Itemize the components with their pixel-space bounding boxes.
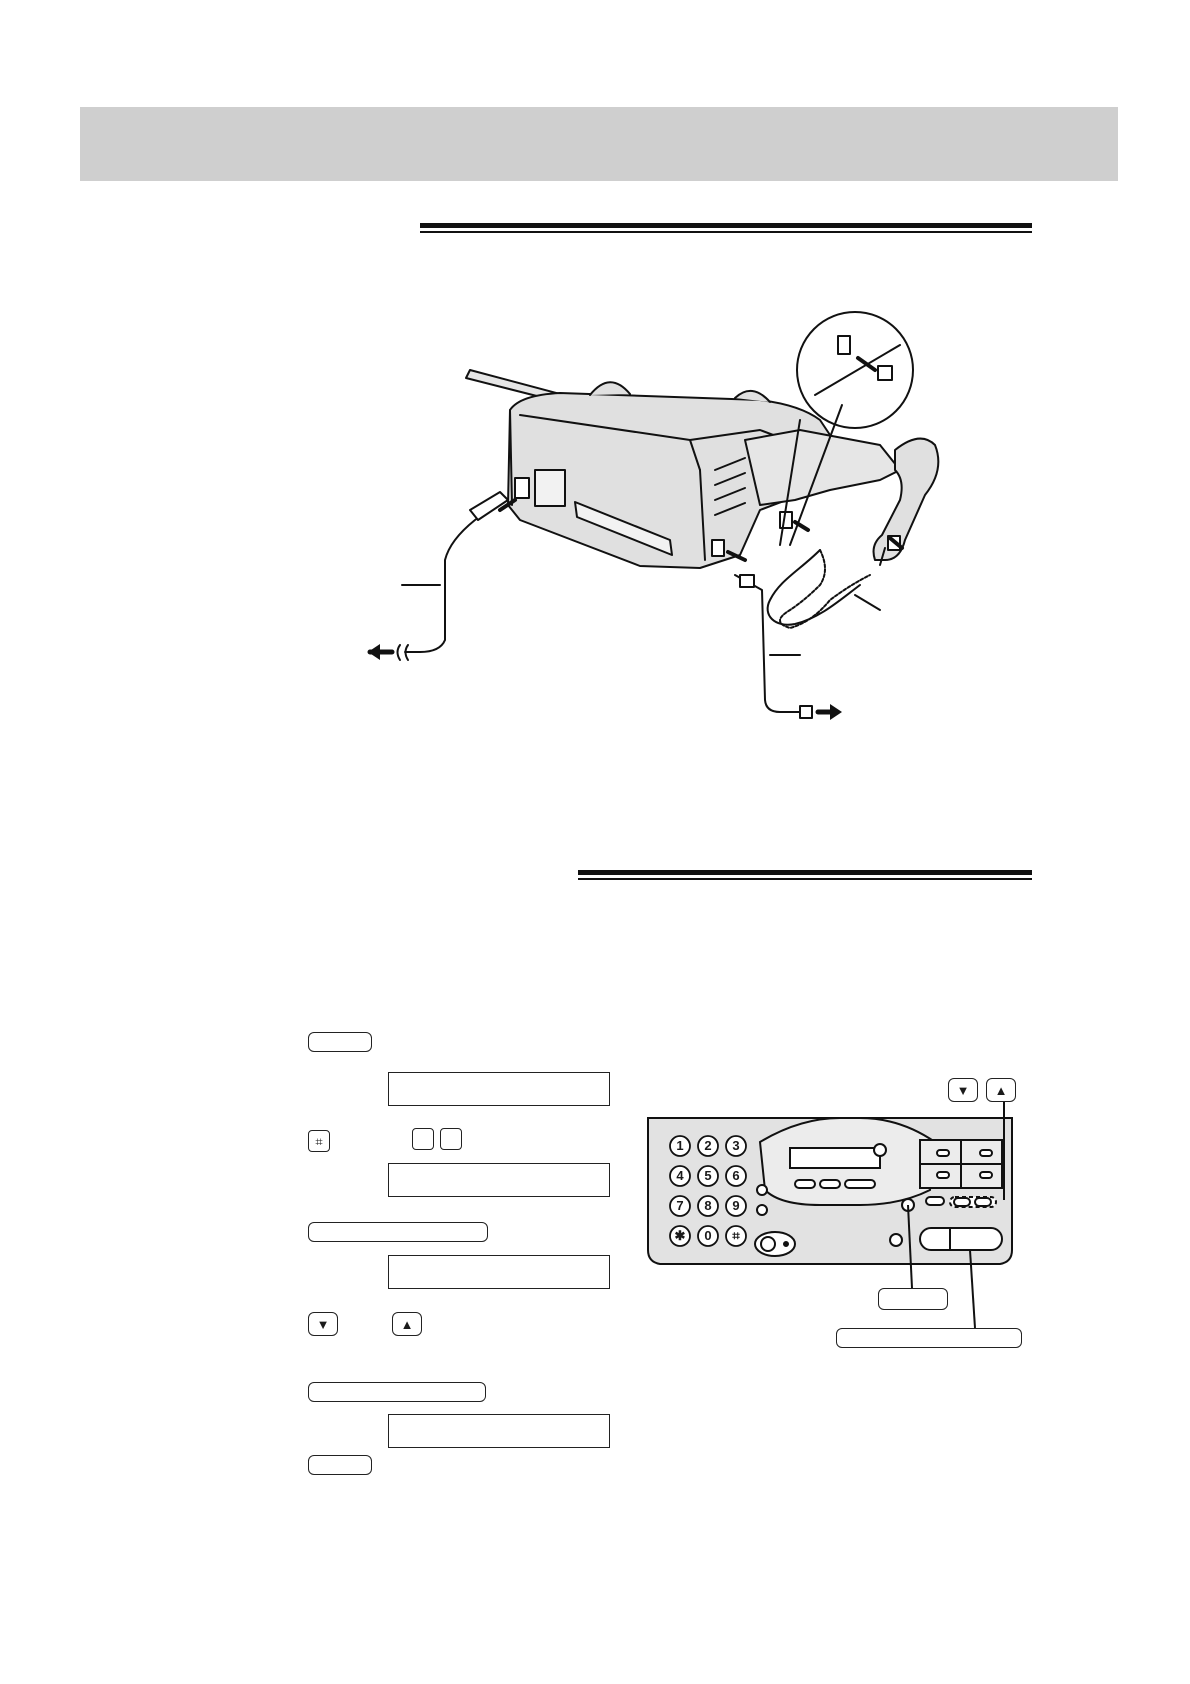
hash-key[interactable]: ⌗ [308,1130,330,1152]
up-arrow-key[interactable]: ▲ [392,1312,422,1336]
panel-down-arrow-key[interactable]: ▼ [948,1078,978,1102]
keypad-key[interactable]: 1 [676,1138,684,1153]
keypad-key[interactable]: 9 [732,1198,740,1213]
keypad-key[interactable]: 0 [704,1228,712,1243]
keypad-key[interactable]: ✱ [674,1228,686,1243]
keypad-key[interactable]: 2 [704,1138,712,1153]
panel-long-key-callout [836,1328,1022,1348]
keypad-key[interactable]: 4 [676,1168,684,1183]
keypad-key[interactable]: 3 [732,1138,740,1153]
keypad-key[interactable]: 5 [704,1168,712,1183]
keypad-key[interactable]: ⌗ [732,1228,740,1243]
keypad-key[interactable]: 6 [732,1168,740,1183]
keypad-key[interactable]: 7 [676,1198,684,1213]
keypad-key[interactable]: 8 [704,1198,712,1213]
down-arrow-key[interactable]: ▼ [308,1312,338,1336]
panel-up-arrow-key[interactable]: ▲ [986,1078,1016,1102]
panel-menu-key-callout [878,1288,948,1310]
